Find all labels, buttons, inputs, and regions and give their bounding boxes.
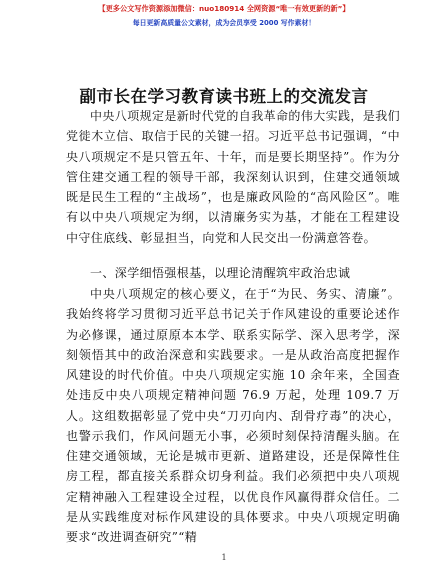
promo-banner-line-2: 每日更新高质量公文素材，成为会员享受 2000 写作素材！ bbox=[132, 19, 316, 27]
section-heading-1: 一、深学细悟强根基，以理论清醒筑牢政治忠诚 bbox=[90, 266, 351, 280]
paragraph-intro: 中央八项规定是新时代党的自我革命的伟大实践，是我们党徙木立信、取信于民的关键一招。习近平总书记强调，“中央八项规定不是只管五年、十年，而是要长期坚持”。作为分管住建交通工程的领导干部，我深刻认识到，住建交通领域既是民生工程的“主战场”，也是廉政风险的“高风险区”。唯有以中央八项规定为纲，以清廉务实为基，才能在工程建设中守住底线、彰显担当，向党和人民交出一份满意答卷。 bbox=[66, 109, 401, 245]
page-number: 1 bbox=[221, 553, 227, 562]
promo-banner-line-1: 【更多公文写作资源添加微信：nuo180914 全网资源“唯一有效更新的新”】 bbox=[98, 4, 350, 13]
document-title: 副市长在学习教育读书班上的交流发言 bbox=[79, 87, 369, 106]
paragraph-section-1: 中央八项规定的核心要义，在于“为民、务实、清廉”。我始终将学习贯彻习近平总书记关于作风建设的重要论述作为必修课，通过原原本本学、联系实际学、深入思考学，深刻领悟其中的政治深意和实践要求。一是从政治高度把握作风建设的时代价值。中央八项规定实施 10 余年来，全国查处违反中央八项规定精神问题 76.9 万起，处理 109.7 万人。这组数据彰显了党中央“刀刃向内、刮骨疗毒”的决心，也警示我们，作风问题无小事，必须时刻保持清醒头脑。在住建交通领域，无论是城市更新、道路建设，还是保障性住房工程，都直接关系群众切身利益。我们必须把中央八项规定精神融入工程建设全过程，以优良作风赢得群众信任。二是从实践维度对标作风建设的具体要求。中央八项规定明确要求“改进调查研究”“精 bbox=[66, 287, 400, 544]
